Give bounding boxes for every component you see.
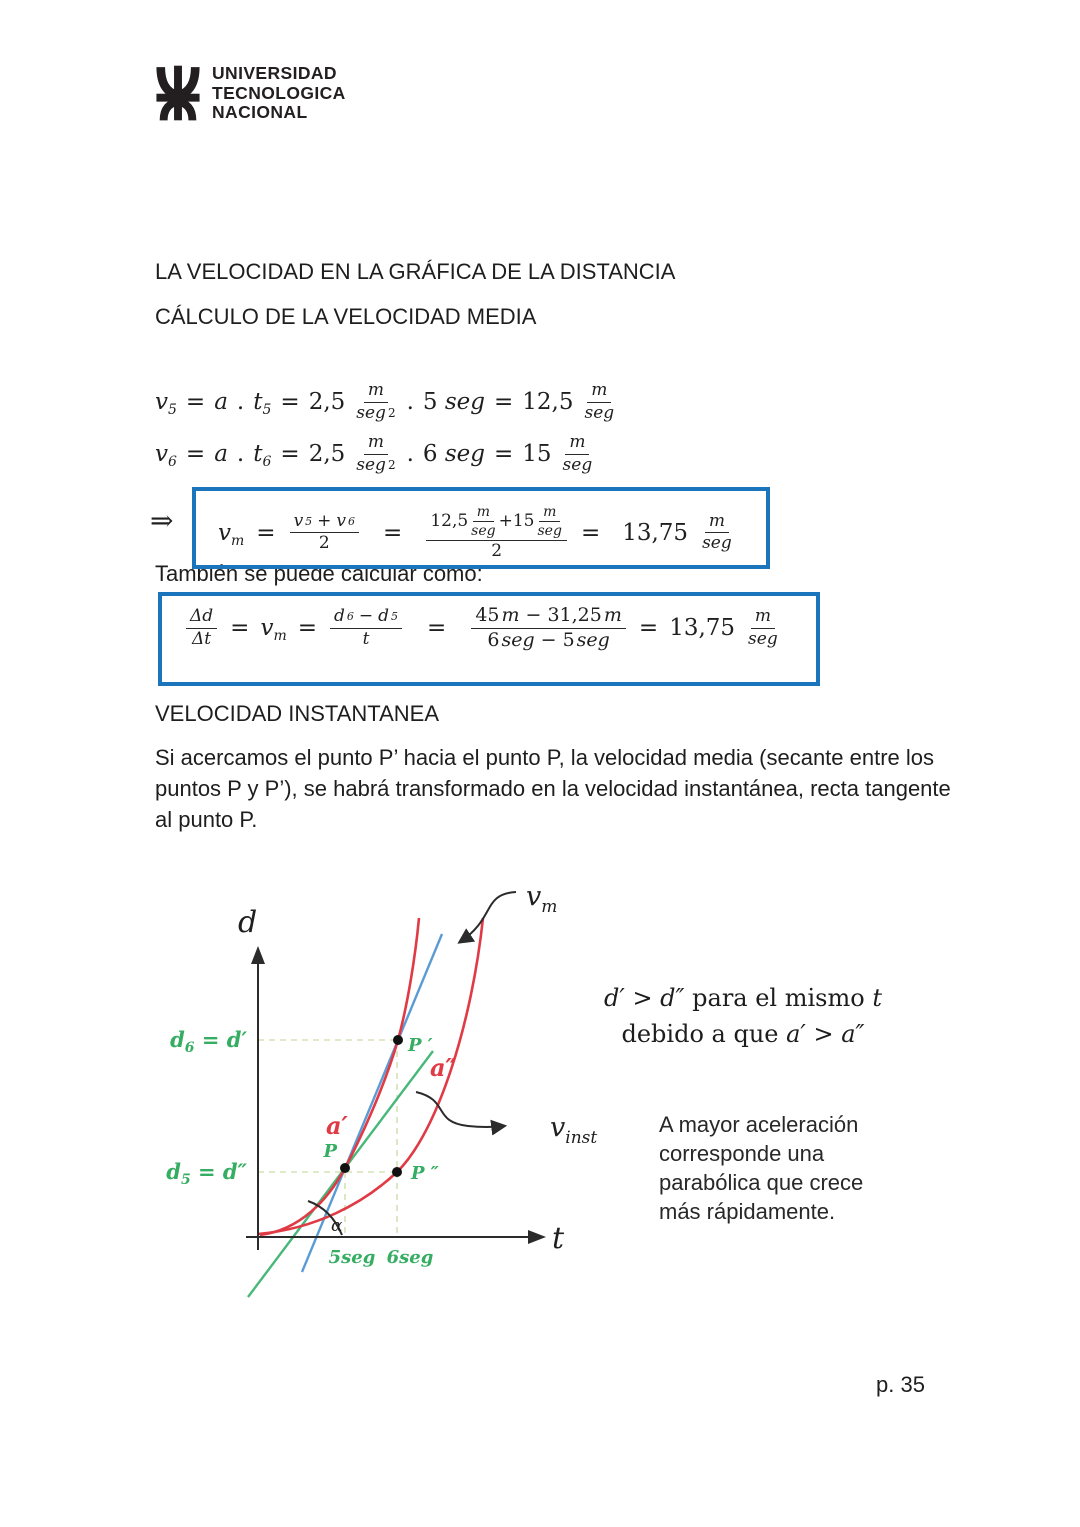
page-number: p. 35 xyxy=(876,1372,925,1397)
implies-arrow: ⇒ xyxy=(150,504,174,537)
comparison-note-line2: debido a que a′ > a″ xyxy=(621,1020,865,1048)
fraction-d6-minus-d5-over-t: d 6 − d 5 t xyxy=(330,607,402,649)
utn-logo-icon xyxy=(155,64,201,122)
dot: . xyxy=(236,441,245,468)
y-axis-arrow xyxy=(251,946,265,964)
y-axis-label: d xyxy=(238,905,258,940)
secant-line-vm xyxy=(302,934,442,1272)
equals: = xyxy=(493,389,514,416)
a-double-prime-label: a″ xyxy=(430,1053,457,1082)
v5-lhs: $v_5$ xyxy=(155,389,177,419)
point-p-double-prime xyxy=(392,1167,402,1177)
equals: = xyxy=(230,615,250,642)
dot: . xyxy=(236,389,245,416)
utn-logo-text xyxy=(212,64,346,123)
vm-pointer-arrow xyxy=(460,892,516,942)
fraction-dd-dt: $\frac{\Delta d}{\Delta t}$ xyxy=(186,607,217,649)
parabola-a-prime xyxy=(260,918,419,1235)
equals: = xyxy=(638,615,659,642)
unit-fraction-m-seg: $\frac{m}{\text{seg}}$ xyxy=(584,380,615,423)
vm-delta-formula xyxy=(162,596,780,652)
title-grafica-distancia: LA VELOCIDAD EN LA GRÁFICA DE LA DISTANCIA xyxy=(155,259,676,284)
instantaneous-velocity-paragraph: Si acercamos el punto P’ hacia el punto P, la velocidad media (secante entre los puntos P y P’), se habrá transformado en la velocidad instantánea, recta tangente al punto P. xyxy=(155,745,951,832)
coef: 2,5 xyxy=(308,389,346,416)
equals: = xyxy=(580,519,601,546)
vm-lhs: $v_m$ xyxy=(260,615,287,645)
distance-time-graph xyxy=(150,860,670,1340)
vm-average-formula-box xyxy=(192,487,770,569)
vm-label: $v_m$ xyxy=(526,881,558,917)
x-axis-arrow xyxy=(528,1230,546,1244)
v5-t: $t_5$ xyxy=(253,389,272,419)
logo-line-1: UNIVERSIDAD xyxy=(212,63,337,83)
v5-result: 12,5 xyxy=(522,389,574,416)
tick-6seg: 6seg xyxy=(386,1247,434,1268)
fraction-v5-plus-v6-over-2: v 5 + v 6 2 xyxy=(290,512,359,554)
vinst-label: $v_{inst}$ xyxy=(550,1112,598,1148)
v6-lhs: $v_6$ xyxy=(155,441,177,471)
unit-fraction-m-seg: $\frac{m}{\text{seg}}$ xyxy=(471,504,496,540)
equals: = xyxy=(185,389,206,416)
equals: = xyxy=(185,441,206,468)
fraction-45m-over-6seg: 45 m − 31,25 m 6 seg − 5 seg xyxy=(471,605,626,652)
fraction-125-plus-15-over-2: 12,5 $\frac{m}{\text{seg}}$ +15 $\frac{m}{\text{seg}}$ 2 xyxy=(426,504,567,562)
vm-result: 13,75 xyxy=(622,519,689,546)
x-axis-label: t xyxy=(552,1221,565,1256)
coef: 2,5 xyxy=(308,441,346,468)
unit-fraction-m-seg2: m seg 2 xyxy=(356,432,396,475)
vm-lhs: $v_m$ xyxy=(218,519,245,549)
equals: = xyxy=(297,615,318,642)
v6-result: 15 xyxy=(522,441,552,468)
p-prime-label: P ′ xyxy=(408,1035,433,1056)
unit-fraction-m-seg2: m seg 2 xyxy=(356,380,396,423)
dot: . xyxy=(406,389,414,416)
vm-result: 13,75 xyxy=(669,615,736,642)
equals: = xyxy=(383,519,403,546)
v5-factor: 5 seg xyxy=(422,389,485,416)
d5-equals-ddoubleprime-label: $d_5 = d''$ xyxy=(166,1159,247,1188)
tick-5seg: 5seg xyxy=(328,1247,376,1268)
vm-average-formula xyxy=(196,491,734,562)
equals: = xyxy=(493,441,514,468)
equals: = xyxy=(427,615,447,642)
var-a: a xyxy=(214,441,228,468)
var-a: a xyxy=(214,389,228,416)
acceleration-note: A mayor aceleración corresponde una parabólica que crece más rápidamente. xyxy=(659,1112,864,1224)
alpha-label: α xyxy=(331,1216,343,1236)
formula-v6 xyxy=(155,433,594,475)
also-calculated-as-text: También se puede calcular como: xyxy=(155,561,483,586)
d6-equals-dprime-label: $d_6 = d'$ xyxy=(170,1027,247,1056)
a-prime-label: a′ xyxy=(326,1111,348,1140)
unit-fraction-m-seg: $\frac{m}{\text{seg}}$ xyxy=(537,504,562,540)
formula-v5 xyxy=(155,381,616,423)
dot: . xyxy=(406,441,414,468)
logo-line-2: TECNOLOGICA xyxy=(212,82,346,103)
vm-delta-formula-box xyxy=(158,592,820,686)
equals: = xyxy=(280,441,300,468)
title-calculo-velocidad-media: CÁLCULO DE LA VELOCIDAD MEDIA xyxy=(155,304,537,329)
comparison-note-line1: d′ > d″ para el mismo t xyxy=(604,984,882,1012)
v6-t: $t_6$ xyxy=(253,441,272,471)
unit-fraction-m-seg: $\frac{m}{\text{seg}}$ xyxy=(748,606,778,649)
p-double-prime-label: P ″ xyxy=(411,1163,439,1184)
p-label: P xyxy=(323,1141,337,1162)
logo-line-3: NACIONAL xyxy=(212,102,308,122)
comparison-note xyxy=(578,980,908,1052)
section-velocidad-instantanea: VELOCIDAD INSTANTANEA xyxy=(155,701,440,726)
v6-factor: 6 seg xyxy=(422,441,485,468)
unit-fraction-m-seg: $\frac{m}{\text{seg}}$ xyxy=(702,510,732,554)
point-p-prime xyxy=(393,1035,403,1045)
point-p xyxy=(340,1163,350,1173)
equals: = xyxy=(280,389,300,416)
unit-fraction-m-seg: $\frac{m}{\text{seg}}$ xyxy=(562,432,593,475)
equals: = xyxy=(256,519,276,546)
